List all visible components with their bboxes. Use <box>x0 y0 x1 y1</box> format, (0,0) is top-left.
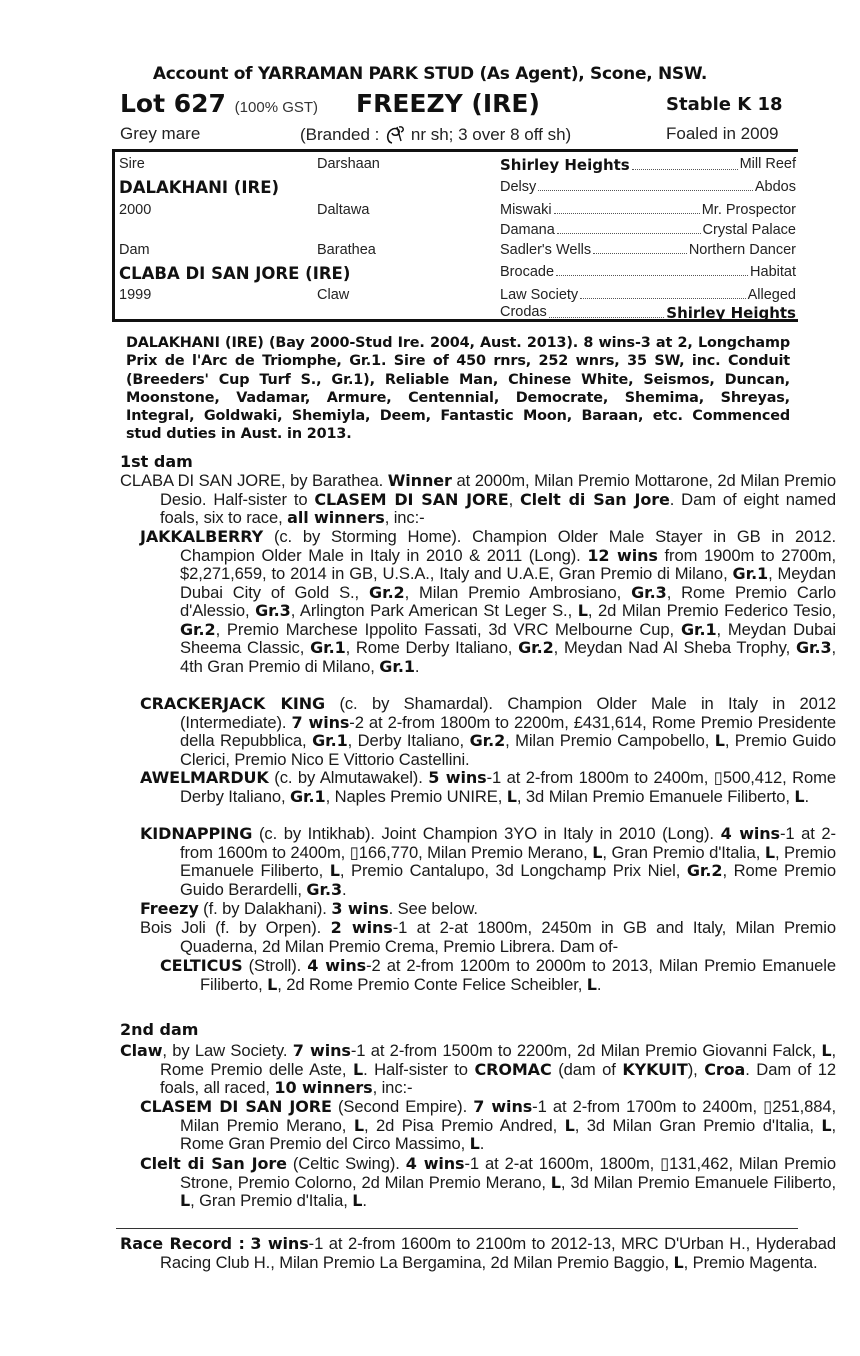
brand-suffix: nr sh; 3 over 8 off sh) <box>410 125 572 144</box>
progeny-entry-bois-joli: Bois Joli (f. by Orpen). 2 wins-1 at 2-at 1800m, 2450m in GB and Italy, Milan Premio Quaderna, 2d Milan Premio Crema, Premio Librera. Dam of- <box>140 918 836 956</box>
race-record: Race Record : 3 wins-1 at 2-from 1600m to 2100m to 2012-13, MRC D'Urban H., Hyderabad Racing Club H., Milan Premio La Bergamina, 2d Milan Premio Baggio, L, Premio Magenta. <box>120 1234 836 1272</box>
lot-number <box>120 89 318 118</box>
lot-label: Lot 627 <box>120 89 226 118</box>
sire-name: DALAKHANI (IRE) <box>119 178 280 197</box>
section-divider <box>116 1228 798 1229</box>
pedigree-gg-row: Delsy Abdos <box>500 179 796 195</box>
progeny-entry-awelmarduk: AWELMARDUK (c. by Almutawakel). 5 wins-1 at 2-from 1800m to 2400m, ▯500,412, Rome Derby Italiano, Gr.1, Naples Premio UNIRE, L, 3d Milan Premio Emanuele Filiberto, L. <box>140 768 836 806</box>
vendor-account: Account of YARRAMAN PARK STUD (As Agent), Scone, NSW. <box>152 64 708 84</box>
dam-dam: Claw <box>317 287 350 303</box>
pedigree-gg-row: Crodas Shirley Heights <box>500 304 796 322</box>
second-dam-paragraph: Claw, by Law Society. 7 wins-1 at 2-from 1500m to 2200m, 2d Milan Premio Giovanni Falck, L, Rome Premio delle Aste, L. Half-sister to CROMAC (dam of KYKUIT), Croa. Dam of 12 foals, all raced, 10 winners, inc:- <box>120 1041 837 1097</box>
pedigree-gg-row: Law Society Alleged <box>500 287 796 303</box>
sire-sire: Darshaan <box>317 156 380 172</box>
horse-name: FREEZY (IRE) <box>356 89 540 118</box>
progeny-entry-clasem-di-san-jore: CLASEM DI SAN JORE (Second Empire). 7 wins-1 at 2-from 1700m to 2400m, ▯251,884, Milan Premio Merano, L, 2d Pisa Premio Andred, L, 3d Milan Gran Premio d'Italia, L, Rome Gran Premio del Circo Massimo, L. <box>140 1097 836 1153</box>
progeny-entry-jakkalberry: JAKKALBERRY (c. by Storming Home). Champion Older Male Stayer in GB in 2012. Champion Older Male in Italy in 2010 & 2011 (Long). 12 wins from 1900m to 2700m, $2,271,659, to 2014 in GB, U.S.A., Italy and U.A.E, Gran Premio di Milano, Gr.1, Meydan Dubai City of Gold S., Gr.2, Milan Premio Ambrosiano, Gr.3, Rome Premio Carlo d'Alessio, Gr.3, Arlington Park American St Leger S., L, 2d Milan Premio Federico Tesio, Gr.2, Premio Marchese Ippolito Fassati, 3d VRC Melbourne Cup, Gr.1, Meydan Dubai Sheema Classic, Gr.1, Rome Derby Italiano, Gr.2, Meydan Nad Al Sheba Trophy, Gr.3, 4th Gran Premio di Milano, Gr.1. <box>140 527 837 676</box>
dam-sire: Barathea <box>317 242 376 258</box>
dam-name: CLABA DI SAN JORE (IRE) <box>119 264 351 283</box>
progeny-entry-kidnapping: KIDNAPPING (c. by Intikhab). Joint Champion 3YO in Italy in 2010 (Long). 4 wins-1 at 2-from 1600m to 2400m, ▯166,770, Milan Premio Merano, L, Gran Premio d'Italia, L, Premio Emanuele Filiberto, L, Premio Cantalupo, 3d Longchamp Prix Niel, Gr.2, Rome Premio Guido Berardelli, Gr.3. <box>140 824 837 899</box>
dam-label: Dam <box>119 242 150 258</box>
foaled-year: Foaled in 2009 <box>666 124 779 143</box>
sire-year: 2000 <box>119 202 152 218</box>
stable-number: Stable K 18 <box>666 94 783 115</box>
brand-description <box>300 124 571 146</box>
pedigree-gg-row: Shirley Heights Mill Reef <box>500 156 796 174</box>
pedigree-gg-row: Miswaki Mr. Prospector <box>500 202 796 218</box>
progeny-entry-celticus: CELTICUS (Stroll). 4 wins-2 at 2-from 1200m to 2000m to 2013, Milan Premio Emanuele Filiberto, L, 2d Rome Premio Conte Felice Scheibler, L. <box>160 956 837 994</box>
first-dam-paragraph: CLABA DI SAN JORE, by Barathea. Winner at 2000m, Milan Premio Mottarone, 2d Milan Premio Desio. Half-sister to CLASEM DI SAN JORE, Clelt di San Jore. Dam of eight named foals, six to race, all winners, inc:- <box>120 471 837 527</box>
brand-mark-icon <box>383 124 407 146</box>
progeny-entry-freezy: Freezy (f. by Dalakhani). 3 wins. See below. <box>140 899 478 918</box>
second-dam-heading: 2nd dam <box>120 1020 199 1039</box>
pedigree-gg-row: Sadler's Wells Northern Dancer <box>500 242 796 258</box>
sire-summary: DALAKHANI (IRE) (Bay 2000-Stud Ire. 2004, Aust. 2013). 8 wins-3 at 2, Longchamp Prix de l'Arc de Triomphe, Gr.1. Sire of 450 rnrs, 252 wnrs, 35 SW, inc. Conduit (Breeders' Cup Turf S., Gr.1), Reliable Man, Chinese White, Seismos, Duncan, Moonstone, Vadamar, Armure, Centennial, Democrate, Shemima, Shreyas, Integral, Goldwaki, Shemiyla, Deem, Fantastic Moon, Baraan, etc. Commenced stud duties in Aust. in 2013. <box>126 335 790 443</box>
pedigree-table <box>112 149 798 322</box>
sire-label: Sire <box>119 156 145 172</box>
progeny-entry-crackerjack-king: CRACKERJACK KING (c. by Shamardal). Champion Older Male in Italy in 2012 (Intermediate). 7 wins-2 at 2-from 1800m to 2200m, £431,614, Rome Premio Presidente della Repubblica, Gr.1, Derby Italiano, Gr.2, Milan Premio Campobello, L, Premio Guido Clerici, Premio Nico E Vittorio Castellini. <box>140 694 837 769</box>
horse-sex-colour: Grey mare <box>120 124 201 143</box>
gst-note: (100% GST) <box>234 99 319 116</box>
pedigree-gg-row: Damana Crystal Palace <box>500 222 796 238</box>
brand-prefix: (Branded : <box>300 125 380 144</box>
first-dam-heading: 1st dam <box>120 452 193 471</box>
dam-year: 1999 <box>119 287 152 303</box>
sire-dam: Daltawa <box>317 202 370 218</box>
progeny-entry-clelt-di-san-jore: Clelt di San Jore (Celtic Swing). 4 wins-1 at 2-at 1600m, 1800m, ▯131,462, Milan Premio Strone, Premio Colorno, 2d Milan Premio Merano, L, 3d Milan Premio Emanuele Filiberto, L, Gran Premio d'Italia, L. <box>140 1154 836 1210</box>
pedigree-gg-row: Brocade Habitat <box>500 264 796 280</box>
